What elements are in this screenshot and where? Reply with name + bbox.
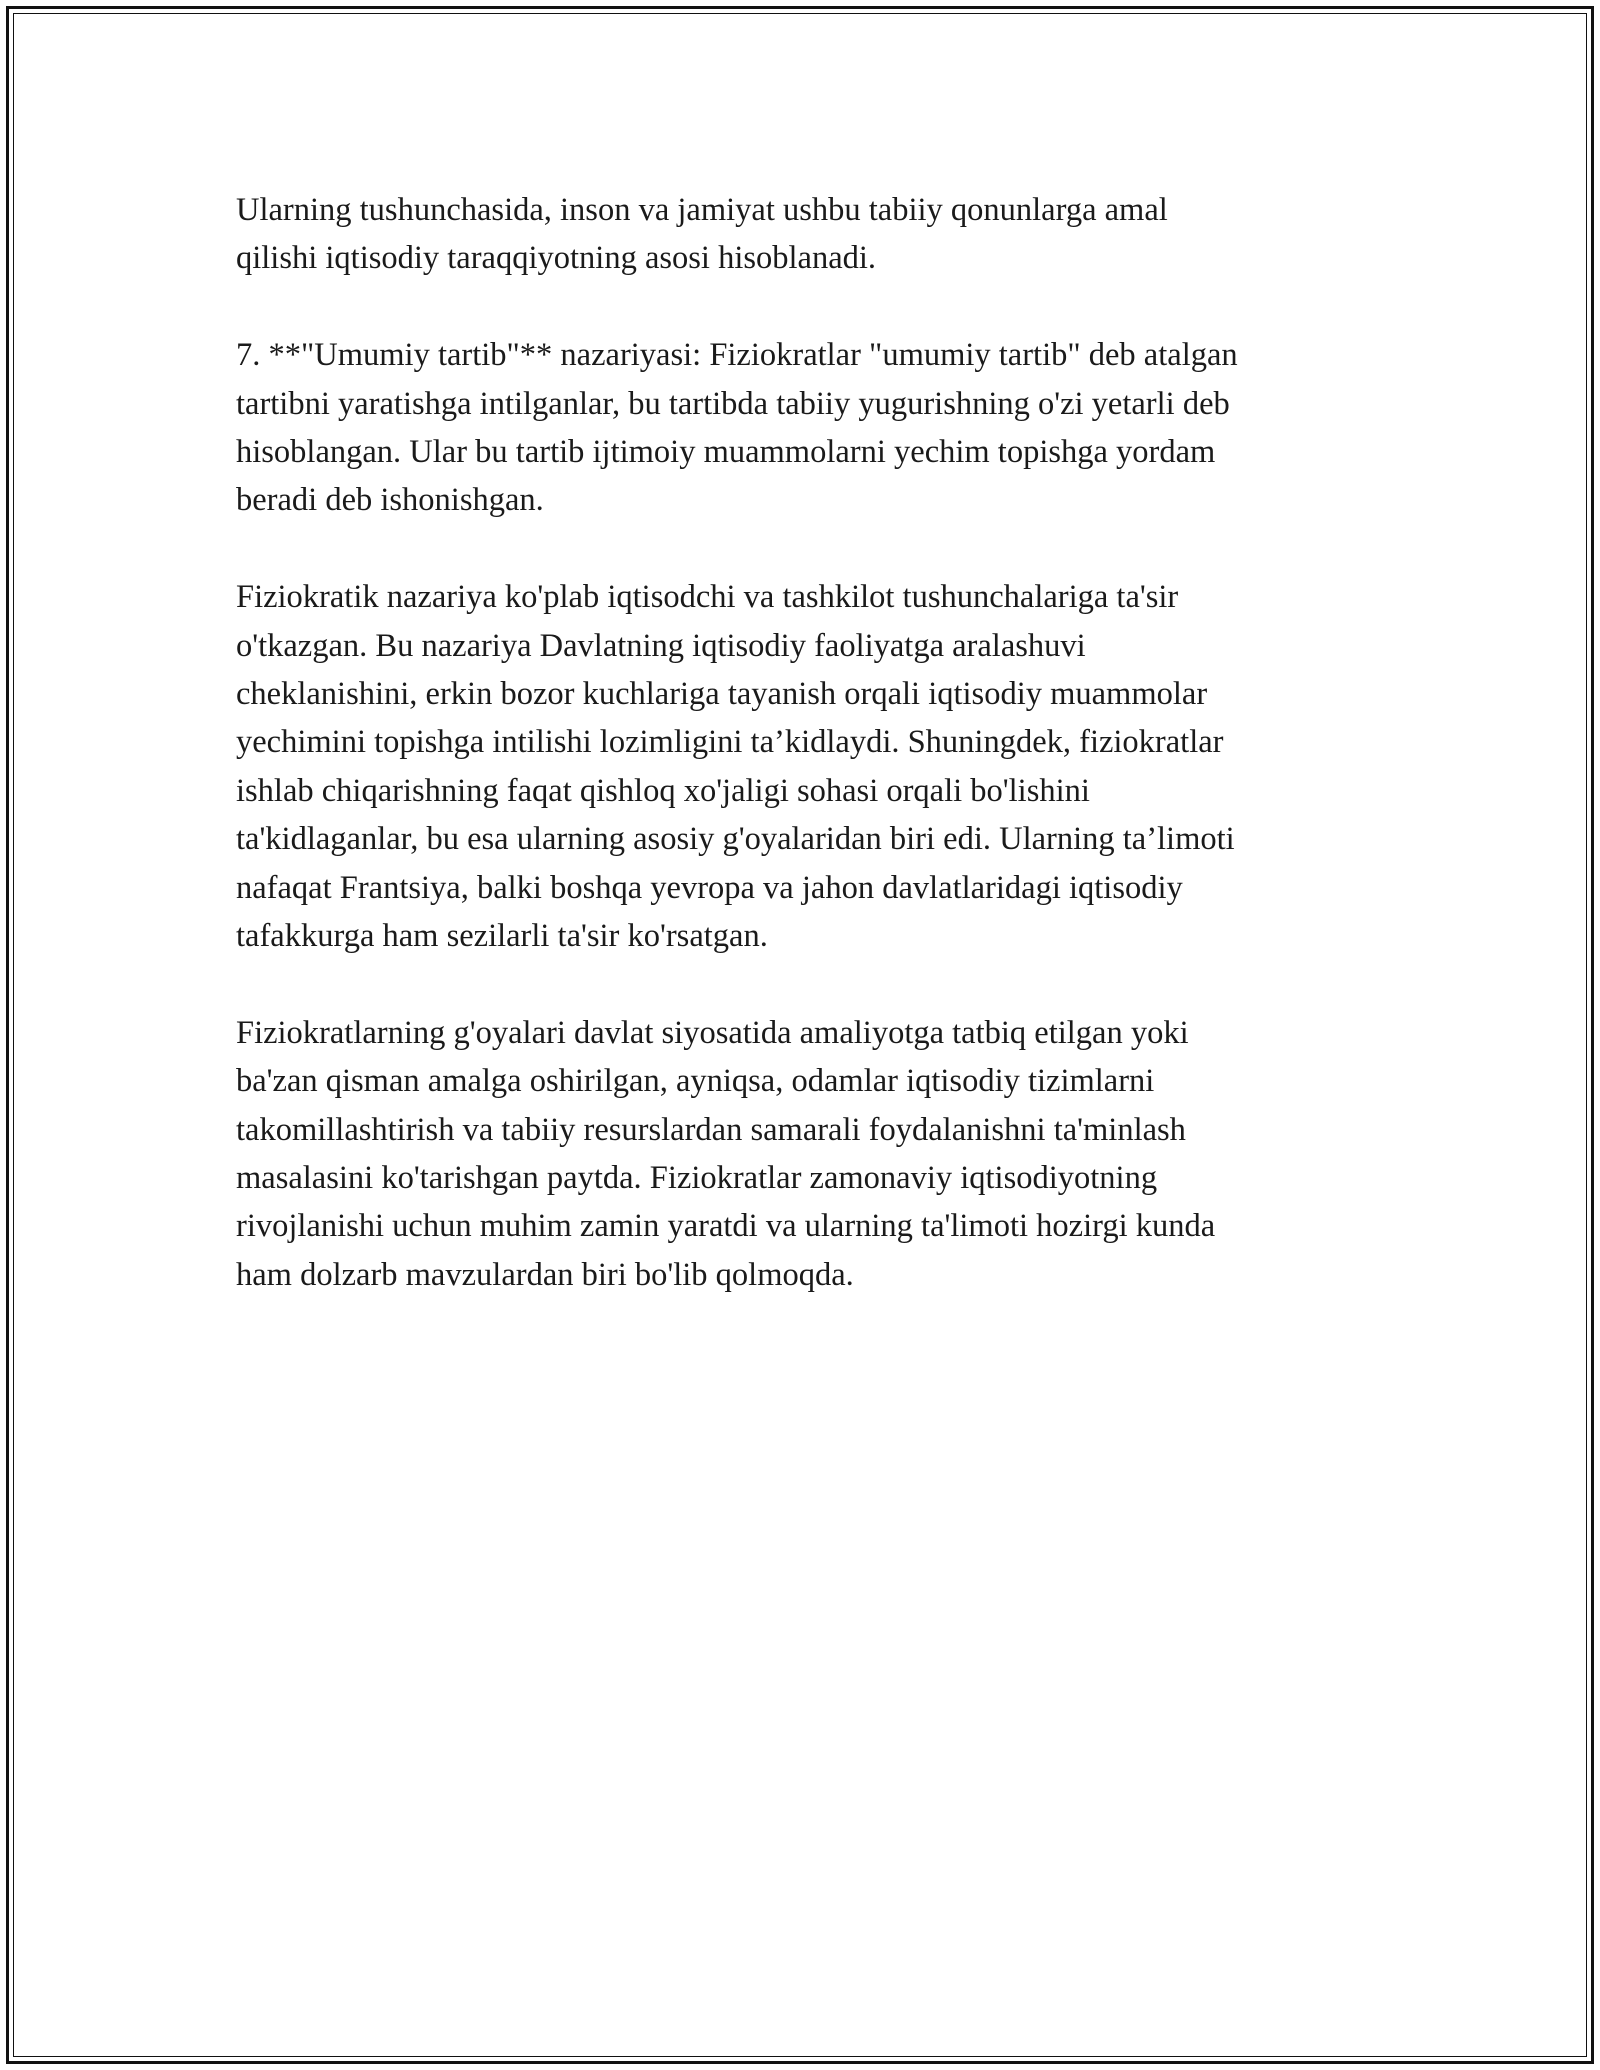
paragraph-physiocratic-influence: Fiziokratik nazariya ko'plab iqtisodchi va tashkilot tushunchalariga ta'sir o'tkazgan. Bu nazariya Davlatning iqtisodiy faoliyatga aralashuvi cheklanishini, erkin bozor kuchlariga tayanish orqali iqtisodiy muammolar yechimini topishga intilishi lozimligini ta’kidlaydi. Shuningdek, fiziokratlar ishlab chiqarishning faqat qishloq xo'jaligi sohasi orqali bo'lishini ta'kidlaganlar, bu esa ularning asosiy g'oyalaridan biri edi. Ularning ta’limoti nafaqat Frantsiya, balki boshqa yevropa va jahon davlatlaridagi iqtisodiy tafakkurga ham sezilarli ta'sir ko'rsatgan. [236, 579, 1235, 955]
document-body [236, 186, 1376, 1348]
paragraph-natural-laws: Ularning tushunchasida, inson va jamiyat ushbu tabiiy qonunlarga amal qilishi iqtisodiy taraqqiyotning asosi hisoblanadi. [236, 192, 1168, 277]
paragraph-general-order-theory: 7. **"Umumiy tartib"** nazariyasi: Fiziokratlar "umumiy tartib" deb atalgan tartibni yaratishga intilganlar, bu tartibda tabiiy yugurishning o'zi yetarli deb hisoblangan. Ular bu tartib ijtimoiy muammolarni yechim topishga yordam beradi deb ishonishgan. [236, 337, 1238, 519]
paragraph-policy-application: Fiziokratlarning g'oyalari davlat siyosatida amaliyotga tatbiq etilgan yoki ba'zan qisman amalga oshirilgan, ayniqsa, odamlar iqtisodiy tizimlarni takomillashtirish va tabiiy resurslardan samarali foydalanishni ta'minlash masalasini ko'tarishgan paytda. Fiziokratlar zamonaviy iqtisodiyotning rivojlanishi uchun muhim zamin yaratdi va ularning ta'limoti hozirgi kunda ham dolzarb mavzulardan biri bo'lib qolmoqda. [236, 1014, 1216, 1293]
